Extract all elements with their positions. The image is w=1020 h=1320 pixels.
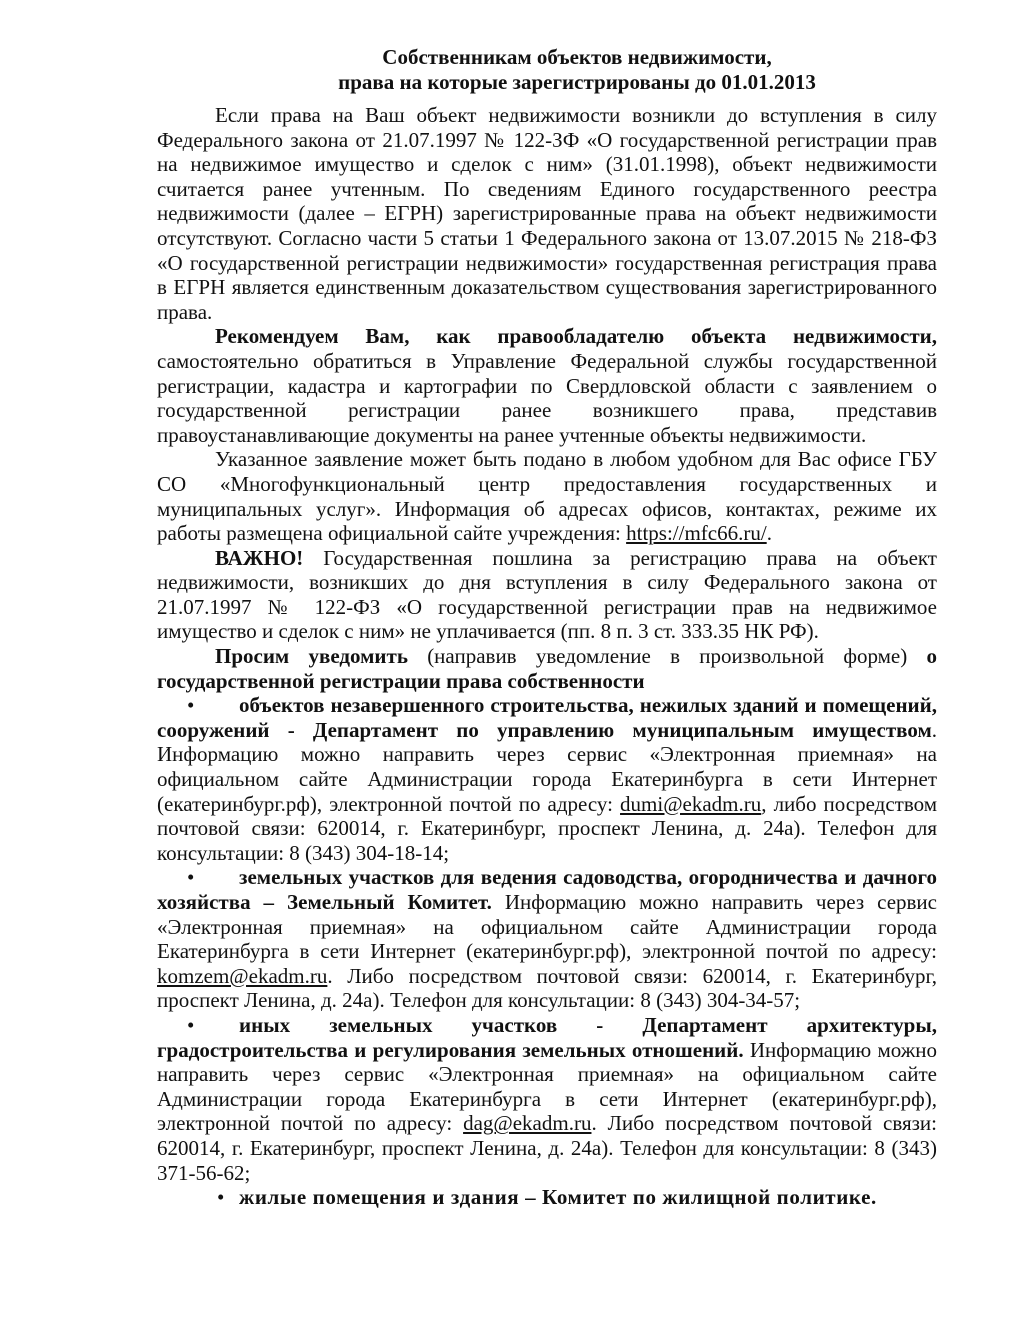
- email-link-dag[interactable]: dag@ekadm.ru: [463, 1111, 592, 1136]
- bullet4-bold: жилые помещения и здания – Комитет по жилищной политике.: [239, 1185, 877, 1210]
- bullet2-text: Информацию можно направить через сервис «Электронная приемная» на официальном сайте Администрации города Екатеринбурга в сети Интернет (екатеринбург.рф), электронной почтой по адресу:: [157, 890, 937, 964]
- bullet-icon: •: [187, 693, 195, 718]
- bullet3-bold: иных земельных участков - Департамент архитектуры, градостроительства и регулирования земельных отношений.: [157, 1012, 937, 1062]
- paragraph-mfc: [157, 447, 937, 545]
- email-link-dumi[interactable]: dumi@ekadm.ru: [620, 791, 762, 816]
- bullet-icon: •: [187, 865, 195, 890]
- page-title: [157, 45, 937, 95]
- list-item-housing: [157, 1185, 937, 1210]
- request-text: (направив уведомление в произвольной форме): [407, 644, 927, 669]
- title-line-1: Собственникам объектов недвижимости,: [382, 45, 772, 69]
- bullet-icon: •: [187, 1012, 195, 1037]
- bullet3-text-2: . Либо посредством почтовой связи: 620014, г. Екатеринбург, проспект Ленина, д. 24а). Телефон для консультации: 8 (343) 371-56-62;: [157, 1111, 937, 1185]
- bullet-icon: •: [217, 1185, 225, 1210]
- paragraph-intro: Если права на Ваш объект недвижимости возникли до вступления в силу Федерального закона от 21.07.1997 № 122-ЗФ «О государственной регистрации прав на недвижимое имущество и сделок с ним» (31.01.1998), объект недвижимости считается ранее учтенным. По сведениям Единого государственного реестра недвижимости (далее – ЕГРН) зарегистрированные права на объект недвижимости отсутствуют. Согласно части 5 статьи 1 Федерального закона от 13.07.2015 № 218-ФЗ «О государственной регистрации недвижимости» государственная регистрация права в ЕГРН является единственным доказательством существования зарегистрированного права.: [157, 103, 937, 324]
- request-bold-1: Просим уведомить: [215, 644, 408, 669]
- bullet1-text: . Информацию можно направить через сервис «Электронная приемная» на официальном сайте Администрации города Екатеринбурга в сети Интернет (екатеринбург.рф), электронной почтой по адресу:: [157, 717, 937, 816]
- recommendation-text: самостоятельно обратиться в Управление Федеральной службы государственной регистрации, кадастра и картографии по Свердловской области с заявлением о государственной регистрации ранее возникшего права, представив правоустанавливающие документы на ранее учтенные объекты недвижимости.: [157, 348, 937, 447]
- bullet1-bold: объектов незавершенного строительства, нежилых зданий и помещений, сооружений - Департамент по управлению муниципальным имуществом: [157, 693, 937, 742]
- mfc-text: Указанное заявление может быть подано в любом удобном для Вас офисе ГБУ СО «Многофункциональный центр предоставления государственных и муниципальных услуг». Информация об адресах офисов, контактах, режиме их работы размещена официальной сайте учреждения:: [157, 447, 937, 546]
- title-line-2: права на которые зарегистрированы до 01.01.2013: [338, 70, 816, 94]
- paragraph-request: [157, 644, 937, 693]
- bullet1-text-2: , либо посредством почтовой связи: 620014, г. Екатеринбург, проспект Ленина, д. 24а). Телефон для консультации: 8 (343) 304-18-14;: [157, 791, 937, 865]
- email-link-komzem[interactable]: komzem@ekadm.ru: [157, 963, 328, 988]
- paragraph-recommendation: [157, 324, 937, 447]
- mfc-link[interactable]: https://mfc66.ru/: [626, 521, 767, 546]
- recommendation-bold: Рекомендуем Вам, как правообладателю объекта недвижимости,: [215, 324, 937, 349]
- bullet3-text: Информацию можно направить через сервис «Электронная приемная» на официальном сайте Администрации города Екатеринбурга в сети Интернет (екатеринбург.рф), электронной почтой по адресу:: [157, 1037, 937, 1136]
- bullet2-bold: земельных участков для ведения садоводства, огородничества и дачного хозяйства – Земельный Комитет.: [157, 865, 937, 914]
- document-body: [157, 45, 937, 1210]
- list-item-other-land: [157, 1013, 937, 1185]
- list-item-garden-land: [157, 865, 937, 1013]
- bullet2-text-2: . Либо посредством почтовой связи: 620014, г. Екатеринбург, проспект Ленина, д. 24а). Телефон для консультации: 8 (343) 304-34-57;: [157, 963, 937, 1013]
- mfc-end: .: [766, 521, 772, 546]
- list-item-unfinished-objects: [157, 693, 937, 865]
- important-text: Государственная пошлина за регистрацию права на объект недвижимости, возникших до дня вступления в силу Федерального закона от 21.07.1997 № 122-ФЗ «О государственной регистрации прав на недвижимое имущество и сделок с ним» не уплачивается (пп. 8 п. 3 ст. 333.35 НК РФ).: [157, 545, 937, 644]
- paragraph-important: [157, 546, 937, 644]
- important-bold: ВАЖНО!: [215, 545, 304, 570]
- request-bold-2: о государственной регистрации права собственности: [157, 644, 937, 693]
